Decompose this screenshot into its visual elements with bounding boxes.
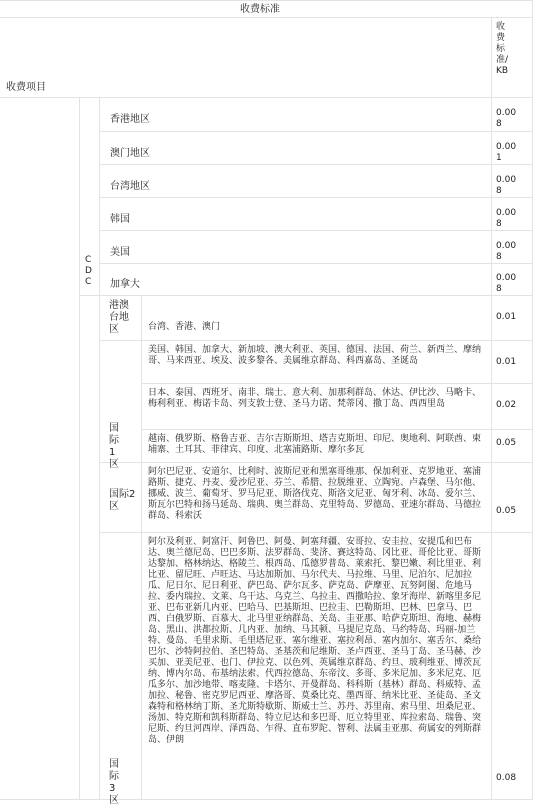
header-price-cell [492, 18, 533, 98]
intl1-price-c-cell [492, 430, 533, 463]
intl3-label-cell [100, 533, 142, 806]
intl3-label: 国际3区 [109, 759, 119, 806]
cdc-price: 0.008 [496, 108, 517, 129]
intl1-price-c: 0.05 [496, 438, 517, 448]
intl3-text-cell [142, 533, 492, 800]
cdc-region-name: 韩国 [110, 214, 130, 225]
cdc-region-name: 美国 [110, 247, 130, 258]
intl2-price-cell [492, 463, 533, 533]
intl2-text-cell [142, 463, 492, 533]
cdc-price-2 [492, 165, 533, 198]
intl1-text-c-cell [142, 430, 492, 463]
intl1-label: 国际1区 [109, 423, 119, 470]
cdc-price: 0.008 [496, 208, 517, 229]
intl3-text: 阿尔及利亚、阿富汗、阿鲁巴、阿曼、阿塞拜疆、安哥拉、安圭拉、安提瓜和巴布达、奥兰德尼岛、巴巴多斯、法罗群岛、斐济、賽这特岛、冈比亚、哥伦比亚、哥斯达黎加、格林纳达、格陵兰、根西岛、瓜德罗普岛、莱索托、黎巴嫩、利比里亚、利比亚、留尼旺、卢旺达、马达加斯加、马尔代夫、马拉维、马里、尼泊尔、尼加拉瓜、尼日尔、尼日利亚、萨巴岛、萨尔瓦多、萨克岛、萨摩亚、瓦努阿图、危地马拉、委内瑞拉、文莱、乌干达、乌克兰、乌拉圭、西撒哈拉、象牙海岸、新喀里多尼亚、巴布亚新几内亚、巴哈马、巴基斯坦、巴拉圭、巴勒斯坦、巴林、巴拿马、巴西、白俄罗斯、百慕大、北马里亚纳群岛、关岛、圭亚那、哈萨克斯坦、海地、赫梅岛、黑山、洪都拉斯、几内亚、加纳、马其顿、马提尼克岛、马约特岛、玛丽-加兰特、曼岛、毛里求斯、毛里塔尼亚、塞尔维亚、塞拉利昂、塞内加尔、塞舌尔、桑给巴尔、沙特阿拉伯、圣巴特岛、圣基茨和尼维斯、圣卢西亚、圣马丁岛、圣马赫、沙买加、亚美尼亚、也门、伊拉克、以色列、英属维京群岛、约旦、玻利维亚、博茨瓦纳、博内尔岛、布基纳法索、代西拉德岛、东帝汶、多哥、多米尼加、多米尼克、厄瓜多尔、加沙地带、喀麦隆、卡塔尔、开曼群岛、科科斯（基林）群岛、科威特、孟加拉、秘鲁、密克罗尼西亚、摩洛哥、莫桑比克、墨西哥、纳米比亚、圣徒岛、圣文森特和格林纳丁斯、圣尤斯特歇斯、斯威士兰、苏丹、苏里南、索马里、坦桑尼亚、汤加、特克斯和凯科斯群岛、特立尼达和多巴哥、厄立特里亚、库拉索岛、瑞鲁、突尼斯、约旦河西岸、泽西岛、乍得、直布罗陀、智利、法属圭亚那、荷属安的列斯群岛、伊朗 [148, 537, 482, 745]
cdc-price-5 [492, 264, 533, 296]
cdc-row-2 [100, 165, 492, 198]
left-blank-col [0, 98, 80, 800]
cdc-price-3 [492, 198, 533, 231]
hkmt-text-cell [142, 296, 492, 341]
cdc-price: 0.001 [496, 142, 517, 163]
intl1-price-b: 0.02 [496, 400, 517, 410]
hkmt-label-cell [100, 296, 142, 341]
cdc-row-4 [100, 231, 492, 264]
intl2-label-cell [100, 463, 142, 533]
cdc-region-name: 香港地区 [110, 114, 150, 125]
cdc-row-0 [100, 98, 492, 132]
header-title: 收费标准 [240, 4, 280, 15]
header-title-cell [0, 0, 533, 18]
cdc-price-0 [492, 98, 533, 132]
cdc-region-name: 加拿大 [110, 279, 140, 290]
header-item-cell [0, 18, 492, 98]
intl2-label: 国际2区 [109, 489, 136, 512]
group-label: CDC [85, 255, 92, 287]
intl1-label-cell [100, 341, 142, 470]
intl1-price-b-cell [492, 384, 533, 430]
cdc-price: 0.008 [496, 175, 517, 196]
intl1-text-b-cell [142, 384, 492, 430]
intl1-price-a: 0.01 [496, 357, 517, 367]
cdc-region-name: 台湾地区 [110, 181, 150, 192]
group-label-cell [80, 98, 100, 296]
hkmt-text: 台湾、香港、澳门 [148, 322, 221, 332]
header-item-label: 收费项目 [6, 82, 46, 93]
intl1-text-c: 越南、俄罗斯、格鲁吉亚、吉尔吉斯斯坦、塔吉克斯坦、印尼、奥地利、阿联酋、柬埔寨、土耳其、菲律宾、印度、北塞浦路斯、摩尔多瓦 [148, 434, 482, 455]
intl1-text-a-cell [142, 341, 492, 384]
cdc-row-1 [100, 132, 492, 165]
intl1-price-a-cell [492, 341, 533, 384]
intl2-price: 0.05 [496, 506, 517, 516]
cdc-region-name: 澳门地区 [110, 148, 150, 159]
intl3-price: 0.08 [496, 773, 517, 783]
cdc-price-1 [492, 132, 533, 165]
intl1-text-b: 日本、泰国、西班牙、南非、瑞士、意大利、加那利群岛、休达、伊比沙、马略卡、梅利利亚、梅诺卡岛、列支敦士登、圣马力诺、梵蒂冈、撒丁岛、西西里岛 [148, 388, 482, 409]
cdc-row-3 [100, 198, 492, 231]
cdc-row-5 [100, 264, 492, 296]
cdc-price: 0.008 [496, 241, 517, 262]
hkmt-price: 0.01 [496, 312, 517, 322]
hkmt-label: 港澳台地区 [109, 300, 129, 335]
cdc-price-4 [492, 231, 533, 264]
cdc-price: 0.008 [496, 273, 517, 294]
intl1-text-a: 美国、韩国、加拿大、新加坡、澳大利亚、英国、德国、法国、荷兰、新西兰、摩纳哥、马来西亚、埃及、波多黎各、美属维京群岛、科西嘉岛、圣诞岛 [148, 345, 482, 366]
header-price-label: 收费标准/KB [496, 22, 509, 76]
hkmt-price-cell [492, 296, 533, 341]
intl2-text: 阿尔巴尼亚、安道尔、比利时、波斯尼亚和黑塞哥维那、保加利亚、克罗地亚、塞浦路斯、捷克、丹麦、爱沙尼亚、芬兰、希腊、拉脱维亚、立陶宛、卢森堡、马尔他、挪威、波兰、葡萄牙、罗马尼亚、斯洛伐克、斯洛文尼亚、匈牙利、冰岛、爱尔兰、斯瓦尔巴特和扬马延岛、瑞典、奥兰群岛、克里特岛、罗德岛、亚速尔群岛、马德拉群岛、科索沃 [148, 467, 482, 521]
intl3-price-cell [492, 533, 533, 800]
